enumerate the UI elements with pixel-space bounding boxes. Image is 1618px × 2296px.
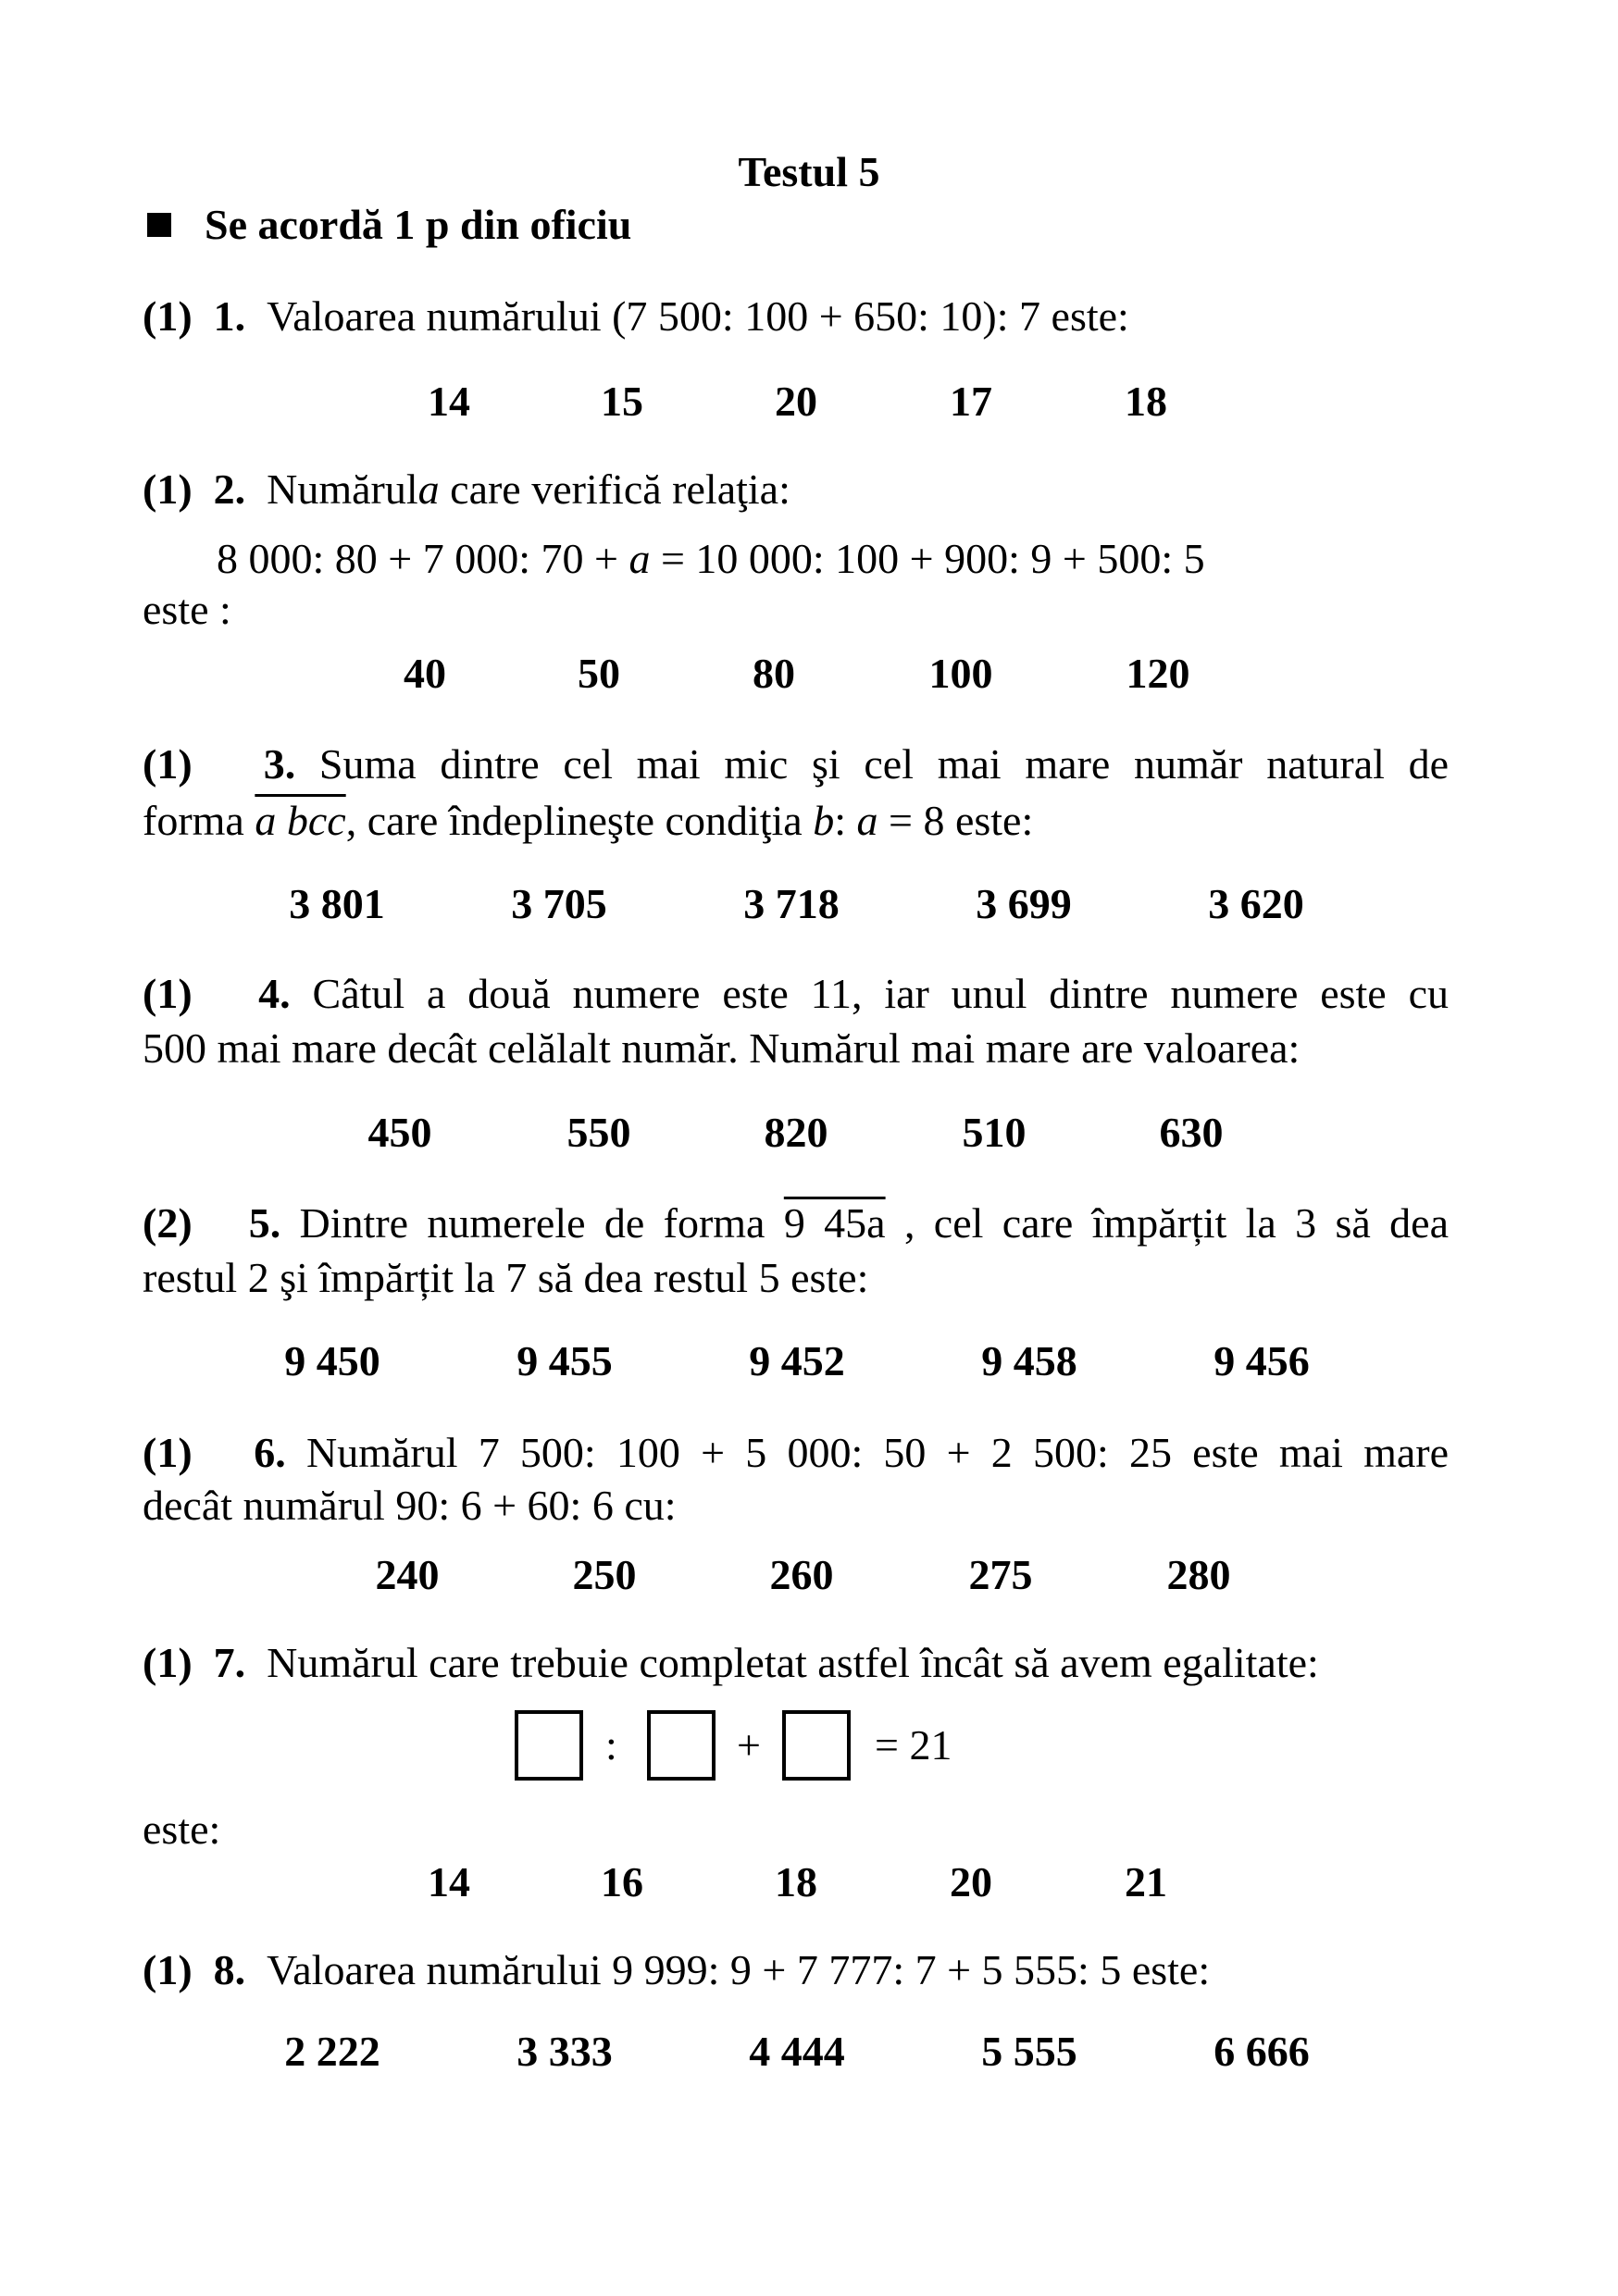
- option[interactable]: 50: [578, 650, 620, 697]
- question-text: Dintre numerele de forma: [299, 1199, 784, 1247]
- text-part: :: [834, 797, 857, 844]
- option[interactable]: 510: [962, 1109, 1027, 1156]
- option[interactable]: 630: [1159, 1109, 1224, 1156]
- question-number: 8.: [213, 1946, 246, 1993]
- question-number: 6.: [254, 1429, 286, 1476]
- formula-part: = 10 000: 100 + 900: 9 + 500: 5: [650, 535, 1205, 582]
- points: (1): [143, 292, 193, 340]
- page-title: Testul 5: [738, 148, 880, 195]
- option[interactable]: 40: [404, 650, 446, 697]
- option[interactable]: 9 450: [284, 1337, 380, 1384]
- question-text: Numărul care trebuie completat astfel încât să avem egalitate:: [267, 1639, 1319, 1686]
- overlined-number: 9 45a: [783, 1199, 886, 1247]
- text-part: = 8 este:: [877, 797, 1034, 844]
- variable: a: [629, 535, 651, 582]
- question-6: [143, 1427, 1449, 1479]
- points: (1): [143, 1946, 193, 1993]
- option[interactable]: 820: [764, 1109, 828, 1156]
- option[interactable]: 21: [1125, 1858, 1167, 1905]
- option[interactable]: 120: [1126, 650, 1190, 697]
- option[interactable]: 3 699: [976, 880, 1072, 927]
- question-5: [143, 1198, 1449, 1249]
- option[interactable]: 9 455: [517, 1337, 613, 1384]
- question-text: Valoarea numărului 9 999: 9 + 7 777: 7 + 5 555: 5 este:: [267, 1946, 1211, 1993]
- question-number: 7.: [213, 1639, 246, 1686]
- variable: a: [856, 797, 878, 844]
- option[interactable]: 6 666: [1214, 2028, 1310, 2075]
- plus-sign: +: [737, 1721, 761, 1769]
- question-text: este :: [143, 586, 231, 633]
- question-text: Valoarea numărului (7 500: 100 + 650: 10): 7 este:: [267, 292, 1129, 340]
- header-text: Se acordă 1 p din oficiu: [205, 201, 632, 248]
- option[interactable]: 18: [1125, 378, 1167, 425]
- variable: b: [813, 797, 835, 844]
- formula: [217, 533, 1523, 585]
- question-number: 3.: [263, 740, 296, 788]
- variable: a: [417, 465, 440, 513]
- overlined-number: a bcc: [255, 797, 346, 844]
- option[interactable]: 5 555: [981, 2028, 1077, 2075]
- option[interactable]: 14: [428, 1858, 470, 1905]
- option[interactable]: 16: [601, 1858, 643, 1905]
- option[interactable]: 275: [968, 1551, 1033, 1598]
- formula-part: 8 000: 80 + 7 000: 70 +: [217, 535, 629, 582]
- option[interactable]: 280: [1166, 1551, 1231, 1598]
- text-part: forma: [143, 797, 255, 844]
- question-number: 4.: [258, 970, 291, 1017]
- option[interactable]: 100: [928, 650, 993, 697]
- question-text: este:: [143, 1806, 221, 1853]
- option[interactable]: 80: [753, 650, 795, 697]
- option[interactable]: 240: [375, 1551, 440, 1598]
- option[interactable]: 18: [775, 1858, 817, 1905]
- option[interactable]: 14: [428, 378, 470, 425]
- option[interactable]: 2 222: [284, 2028, 380, 2075]
- blank-box[interactable]: [782, 1710, 851, 1781]
- option[interactable]: 15: [601, 378, 643, 425]
- question-7: [143, 1637, 1449, 1689]
- question-text: decât numărul 90: 6 + 60: 6 cu:: [143, 1482, 677, 1529]
- option[interactable]: 3 718: [743, 880, 840, 927]
- option[interactable]: 9 452: [749, 1337, 845, 1384]
- option[interactable]: 20: [950, 1858, 992, 1905]
- option[interactable]: 3 333: [517, 2028, 613, 2075]
- question-text: Numărul: [267, 465, 418, 513]
- option[interactable]: 450: [367, 1109, 432, 1156]
- text-part: , care îndeplineşte condiţia: [345, 797, 814, 844]
- question-text: Câtul a două numere este 11, iar unul dintre numere este cu: [312, 970, 1449, 1017]
- question-text: Suma dintre cel mai mic şi cel mai mare număr natural de: [318, 740, 1450, 788]
- question-number: 1.: [213, 292, 246, 340]
- question-text-line: [143, 795, 1449, 847]
- option[interactable]: 4 444: [749, 2028, 845, 2075]
- points: (1): [143, 465, 193, 513]
- blank-box[interactable]: [647, 1710, 716, 1781]
- blank-box[interactable]: [515, 1710, 583, 1781]
- option[interactable]: 3 620: [1208, 880, 1304, 927]
- header-note: [147, 199, 631, 251]
- question-4: [143, 968, 1449, 1020]
- question-8: [143, 1944, 1449, 1996]
- black-square-icon: [147, 213, 171, 237]
- option[interactable]: 3 705: [511, 880, 607, 927]
- option[interactable]: 20: [775, 378, 817, 425]
- option[interactable]: 3 801: [289, 880, 385, 927]
- points: (1): [143, 1429, 193, 1476]
- option[interactable]: 9 458: [981, 1337, 1077, 1384]
- points: (1): [143, 970, 193, 1017]
- option[interactable]: 17: [950, 378, 992, 425]
- question-number: 5.: [248, 1199, 281, 1247]
- option[interactable]: 250: [572, 1551, 637, 1598]
- question-3: [143, 738, 1449, 790]
- question-text: restul 2 şi împărțit la 7 să dea restul 5 este:: [143, 1254, 869, 1301]
- question-text: Numărul 7 500: 100 + 5 000: 50 + 2 500: 25 este mai mare: [305, 1429, 1450, 1476]
- question-text: care verifică relaţia:: [439, 465, 790, 513]
- question-1: [143, 291, 1449, 342]
- colon-sign: :: [605, 1721, 617, 1769]
- question-text: 500 mai mare decât celălalt număr. Numărul mai mare are valoarea:: [143, 1024, 1301, 1072]
- option[interactable]: 550: [566, 1109, 631, 1156]
- points: (1): [143, 1639, 193, 1686]
- points: (2): [143, 1199, 193, 1247]
- equation-result: = 21: [875, 1721, 952, 1769]
- question-2: [143, 464, 1449, 515]
- question-number: 2.: [213, 465, 246, 513]
- question-text: , cel care împărțit la 3 să dea: [885, 1199, 1450, 1247]
- option[interactable]: 9 456: [1214, 1337, 1310, 1384]
- points: (1): [143, 740, 193, 788]
- option[interactable]: 260: [769, 1551, 834, 1598]
